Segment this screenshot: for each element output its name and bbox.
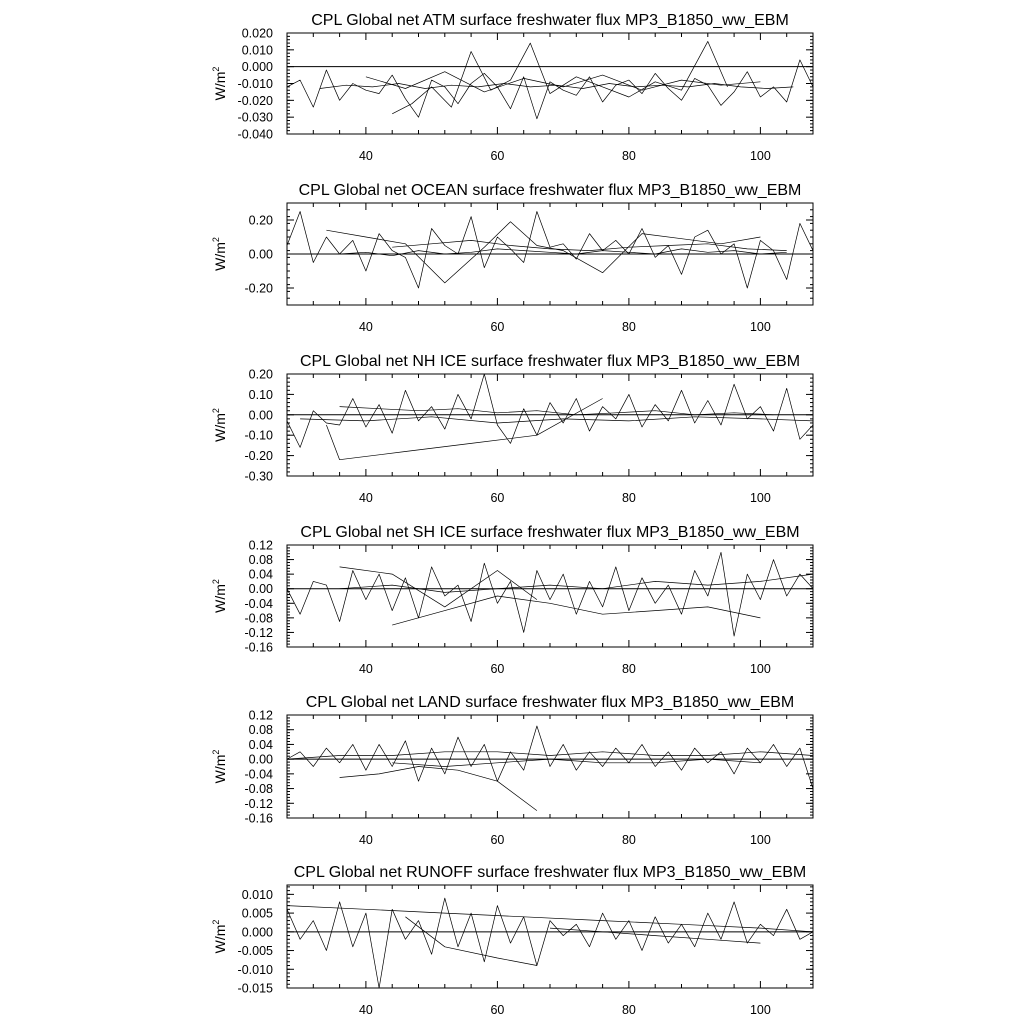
chart-panel	[211, 524, 813, 676]
y-axis-label-superscript: 2	[211, 919, 221, 925]
y-tick-label: -0.005	[237, 944, 273, 959]
y-axis-label-superscript: 2	[211, 749, 221, 755]
x-tick-label: 40	[358, 662, 373, 676]
chart-panel	[211, 12, 813, 163]
y-tick-label: -0.16	[244, 640, 273, 655]
y-tick-label: 0.08	[248, 553, 273, 568]
y-tick-label: 0.04	[248, 567, 273, 582]
y-tick-label: 0.00	[248, 582, 273, 597]
y-tick-label: 0.20	[248, 213, 273, 228]
y-tick-label: -0.08	[244, 782, 273, 797]
y-tick-label: -0.020	[237, 93, 273, 108]
y-tick-label: -0.04	[244, 596, 273, 611]
y-axis-label-unit: W/m	[212, 413, 228, 442]
series-group	[287, 898, 813, 988]
chart-title: CPL Global net RUNOFF surface freshwater flux MP3_B1850_ww_EBM	[293, 864, 807, 881]
plot-frame	[287, 545, 813, 647]
chart-title: CPL Global net NH ICE surface freshwater flux MP3_B1850_ww_EBM	[299, 353, 801, 370]
y-axis-label-superscript: 2	[211, 579, 221, 585]
series-line	[287, 898, 813, 988]
chart-title: CPL Global net SH ICE surface freshwater flux MP3_B1850_ww_EBM	[300, 524, 800, 541]
chart-title: CPL Global net OCEAN surface freshwater flux MP3_B1850_ww_EBM	[298, 182, 802, 199]
x-tick-label: 80	[621, 491, 636, 505]
x-tick-label: 60	[490, 320, 505, 334]
x-tick-label: 100	[749, 320, 771, 334]
x-tick-label: 100	[749, 1003, 771, 1017]
series-group	[287, 374, 813, 460]
series-line	[287, 906, 813, 932]
x-tick-label: 100	[749, 833, 771, 847]
chart-panel	[211, 864, 813, 1017]
y-tick-label: -0.08	[244, 611, 273, 626]
x-tick-label: 40	[358, 833, 373, 847]
y-axis-label-superscript: 2	[211, 66, 221, 72]
y-axis-label	[211, 920, 228, 954]
series-line	[326, 222, 760, 283]
series-line	[340, 767, 537, 811]
series-line	[392, 41, 727, 113]
y-tick-label: -0.010	[237, 962, 273, 977]
y-axis-label-unit: W/m	[212, 924, 228, 954]
y-axis-label	[211, 408, 228, 442]
y-tick-label: -0.04	[244, 767, 273, 782]
y-axis-label	[211, 67, 228, 101]
series-group	[287, 552, 813, 636]
y-tick-label: 0.20	[248, 367, 273, 382]
y-tick-label: -0.20	[244, 449, 273, 464]
series-line	[405, 917, 537, 966]
y-axis-label	[211, 750, 228, 784]
y-tick-label: 0.010	[241, 887, 273, 902]
series-line	[550, 928, 760, 943]
x-tick-label: 80	[621, 833, 636, 847]
plot-frame	[287, 33, 813, 134]
y-axis-label	[211, 237, 228, 271]
y-tick-label: -0.010	[237, 77, 273, 91]
x-tick-label: 40	[358, 149, 373, 163]
x-tick-label: 80	[621, 1003, 636, 1017]
y-tick-label: -0.10	[244, 428, 273, 443]
series-line	[287, 212, 813, 289]
y-tick-label: 0.12	[248, 538, 273, 553]
x-tick-label: 100	[749, 662, 771, 676]
y-tick-label: 0.00	[248, 247, 273, 262]
y-tick-label: -0.030	[237, 110, 273, 125]
y-axis-label-unit: W/m	[212, 242, 228, 271]
y-tick-label: 0.10	[248, 387, 273, 402]
series-line	[392, 596, 760, 625]
y-axis-label-unit: W/m	[212, 71, 228, 101]
chart-panel	[211, 694, 813, 847]
y-tick-label: 0.000	[241, 60, 273, 75]
series-line	[326, 399, 602, 460]
y-tick-label: 0.00	[248, 408, 273, 423]
x-tick-label: 40	[358, 1003, 373, 1017]
y-tick-label: 0.00	[248, 752, 273, 767]
y-tick-label: 0.04	[248, 737, 273, 752]
y-tick-label: -0.12	[244, 796, 273, 811]
y-axis-label-unit: W/m	[212, 584, 228, 613]
chart-panel	[211, 353, 813, 505]
series-line	[300, 417, 813, 423]
y-tick-label: -0.12	[244, 625, 273, 640]
x-tick-label: 80	[621, 662, 636, 676]
y-tick-label: -0.015	[237, 981, 273, 996]
y-tick-label: 0.12	[248, 708, 273, 723]
x-tick-label: 80	[621, 320, 636, 334]
y-tick-label: 0.000	[241, 925, 273, 940]
y-tick-label: -0.16	[244, 811, 273, 826]
series-group	[287, 41, 813, 118]
y-tick-label: -0.20	[244, 281, 273, 296]
chart-title: CPL Global net LAND surface freshwater flux MP3_B1850_ww_EBM	[305, 694, 795, 711]
chart-title: CPL Global net ATM surface freshwater flux MP3_B1850_ww_EBM	[311, 12, 789, 29]
series-line	[340, 249, 787, 256]
y-tick-label: -0.040	[237, 127, 273, 142]
y-tick-label: 0.005	[241, 906, 273, 921]
x-tick-label: 60	[490, 833, 505, 847]
x-tick-label: 60	[490, 491, 505, 505]
series-line	[340, 574, 813, 592]
series-group	[287, 726, 813, 811]
series-line	[340, 407, 774, 415]
y-tick-label: -0.30	[244, 469, 273, 484]
y-tick-label: 0.08	[248, 723, 273, 738]
x-tick-label: 40	[358, 320, 373, 334]
y-axis-label-unit: W/m	[212, 754, 228, 784]
series-line	[287, 552, 813, 636]
series-line	[287, 60, 813, 119]
plot-frame	[287, 374, 813, 476]
y-tick-label: 0.010	[241, 43, 273, 58]
x-tick-label: 100	[749, 149, 771, 163]
y-axis-label-superscript: 2	[211, 408, 221, 414]
x-tick-label: 40	[358, 491, 373, 505]
y-axis-label	[211, 579, 228, 613]
series-line	[287, 752, 813, 759]
series-line	[287, 726, 813, 789]
plot-frame	[287, 885, 813, 988]
series-group	[287, 212, 813, 289]
x-tick-label: 60	[490, 662, 505, 676]
series-line	[287, 374, 813, 447]
x-tick-label: 80	[621, 149, 636, 163]
chart-panel	[211, 182, 813, 334]
y-axis-label-superscript: 2	[211, 237, 221, 243]
x-tick-label: 60	[490, 149, 505, 163]
x-tick-label: 60	[490, 1003, 505, 1017]
y-tick-label: 0.020	[241, 26, 273, 41]
x-tick-label: 100	[749, 491, 771, 505]
